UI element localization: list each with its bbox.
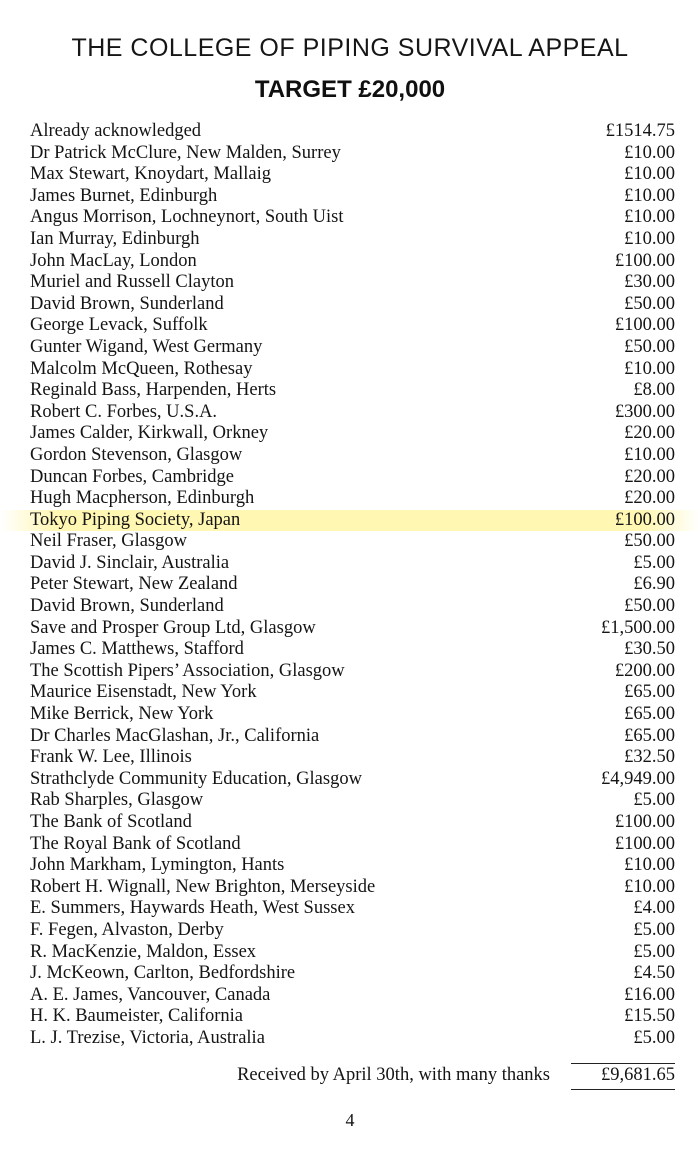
donor-name: F. Fegen, Alvaston, Derby — [30, 919, 224, 940]
donor-name: James Burnet, Edinburgh — [30, 185, 218, 206]
list-item — [0, 963, 700, 985]
list-item — [0, 1006, 700, 1028]
donation-list — [0, 121, 700, 1050]
donor-name: John Markham, Lymington, Hants — [30, 855, 285, 876]
list-item — [0, 510, 700, 532]
donation-amount: £100.00 — [614, 315, 675, 336]
list-item — [0, 812, 700, 834]
list-item — [0, 747, 700, 769]
donor-name: R. MacKenzie, Maldon, Essex — [30, 941, 257, 962]
page-title: THE COLLEGE OF PIPING SURVIVAL APPEAL — [71, 34, 629, 62]
donor-name: Frank W. Lee, Illinois — [30, 747, 192, 768]
donation-amount: £20.00 — [624, 423, 675, 444]
donation-amount: £50.00 — [624, 336, 675, 357]
donor-name: Gordon Stevenson, Glasgow — [30, 444, 243, 465]
donation-amount: £65.00 — [624, 704, 675, 725]
donor-name: Mike Berrick, New York — [30, 704, 214, 725]
donor-name: Maurice Eisenstadt, New York — [30, 682, 257, 703]
donor-name: Muriel and Russell Clayton — [30, 272, 234, 293]
donation-amount: £10.00 — [624, 228, 675, 249]
donor-name: Robert H. Wignall, New Brighton, Merseyside — [30, 876, 376, 897]
donation-amount: £100.00 — [614, 509, 675, 530]
total-amount: £9,681.65 — [601, 1065, 675, 1085]
list-item — [0, 985, 700, 1007]
list-item — [0, 920, 700, 942]
list-item — [0, 898, 700, 920]
list-item — [0, 315, 700, 337]
donation-amount: £4.00 — [633, 898, 675, 919]
donor-name: Neil Fraser, Glasgow — [30, 531, 187, 552]
donor-name: David J. Sinclair, Australia — [30, 552, 230, 573]
page-number: 4 — [345, 1110, 355, 1130]
list-item — [0, 661, 700, 683]
list-item — [0, 164, 700, 186]
total-label: Received by April 30th, with many thanks — [237, 1065, 550, 1085]
donor-name: George Levack, Suffolk — [30, 315, 208, 336]
donor-name: Save and Prosper Group Ltd, Glasgow — [30, 617, 316, 638]
donation-amount: £4.50 — [633, 963, 675, 984]
list-item — [0, 272, 700, 294]
donor-name: David Brown, Sunderland — [30, 596, 224, 617]
list-item — [0, 553, 700, 575]
donor-name: Peter Stewart, New Zealand — [30, 574, 238, 595]
donation-amount: £32.50 — [624, 747, 675, 768]
list-item — [0, 790, 700, 812]
list-item — [0, 596, 700, 618]
list-item — [0, 251, 700, 273]
donation-amount: £10.00 — [624, 164, 675, 185]
list-item — [0, 186, 700, 208]
donation-amount: £100.00 — [614, 833, 675, 854]
list-item — [0, 639, 700, 661]
list-item — [0, 574, 700, 596]
donor-name: E. Summers, Haywards Heath, West Sussex — [30, 898, 355, 919]
donor-name: Malcolm McQueen, Rothesay — [30, 358, 253, 379]
donation-amount: £10.00 — [624, 444, 675, 465]
list-item — [0, 294, 700, 316]
list-item — [0, 229, 700, 251]
list-item — [0, 402, 700, 424]
donation-amount: £5.00 — [633, 552, 675, 573]
donation-amount: £16.00 — [624, 984, 675, 1005]
donation-amount: £6.90 — [633, 574, 675, 595]
list-item — [0, 704, 700, 726]
total-rule-bottom — [571, 1089, 675, 1090]
donation-amount: £50.00 — [624, 596, 675, 617]
list-item — [0, 445, 700, 467]
donor-name: Rab Sharples, Glasgow — [30, 790, 204, 811]
donation-amount: £5.00 — [633, 1027, 675, 1048]
list-item — [0, 359, 700, 381]
donation-amount: £300.00 — [614, 401, 675, 422]
donation-amount: £5.00 — [633, 919, 675, 940]
list-item — [0, 618, 700, 640]
donation-amount: £8.00 — [633, 380, 675, 401]
list-item — [0, 423, 700, 445]
donation-amount: £50.00 — [624, 531, 675, 552]
donation-amount: £65.00 — [624, 725, 675, 746]
donor-name: Hugh Macpherson, Edinburgh — [30, 488, 255, 509]
list-item — [0, 855, 700, 877]
donation-amount: £100.00 — [614, 250, 675, 271]
list-item — [0, 682, 700, 704]
list-item — [0, 337, 700, 359]
list-item — [0, 380, 700, 402]
donation-amount: £1514.75 — [605, 121, 675, 141]
donation-amount: £5.00 — [633, 941, 675, 962]
donor-name: James Calder, Kirkwall, Orkney — [30, 423, 269, 444]
donation-amount: £10.00 — [624, 358, 675, 379]
donor-name: The Bank of Scotland — [30, 812, 192, 832]
donation-amount: £10.00 — [624, 855, 675, 876]
donation-amount: £50.00 — [624, 293, 675, 314]
donor-name: Reginald Bass, Harpenden, Herts — [30, 380, 277, 401]
donor-name: James C. Matthews, Stafford — [30, 639, 244, 660]
donation-amount: £10.00 — [624, 207, 675, 228]
list-item — [0, 769, 700, 791]
donor-name: Angus Morrison, Lochneynort, South Uist — [30, 207, 344, 228]
donor-name: Strathclyde Community Education, Glasgow — [30, 768, 362, 789]
donor-name: Gunter Wigand, West Germany — [30, 336, 263, 357]
donor-name: Max Stewart, Knoydart, Mallaig — [30, 164, 271, 185]
list-item — [0, 942, 700, 964]
list-item — [0, 143, 700, 165]
total-row — [0, 1063, 700, 1087]
donation-amount: £20.00 — [624, 466, 675, 487]
donor-name: Already acknowledged — [30, 121, 202, 141]
donation-amount: £1,500.00 — [601, 617, 675, 638]
donor-name: John MacLay, London — [30, 250, 197, 271]
list-item — [0, 1028, 700, 1050]
list-item — [0, 531, 700, 553]
donor-name: L. J. Trezise, Victoria, Australia — [30, 1027, 265, 1048]
donor-name: Dr Patrick McClure, New Malden, Surrey — [30, 142, 341, 163]
donation-amount: £30.00 — [624, 272, 675, 293]
donor-name: A. E. James, Vancouver, Canada — [30, 984, 271, 1005]
donor-name: David Brown, Sunderland — [30, 293, 224, 314]
donation-amount: £100.00 — [614, 812, 675, 832]
donor-name: Ian Murray, Edinburgh — [30, 228, 200, 249]
list-item — [0, 488, 700, 510]
donation-amount: £10.00 — [624, 142, 675, 163]
donation-amount: £10.00 — [624, 185, 675, 206]
donation-amount: £65.00 — [624, 682, 675, 703]
donation-amount: £200.00 — [614, 660, 675, 681]
donation-amount: £15.50 — [624, 1006, 675, 1027]
donor-name: Duncan Forbes, Cambridge — [30, 466, 234, 487]
list-item — [0, 834, 700, 856]
donation-amount: £20.00 — [624, 488, 675, 509]
donation-amount: £30.50 — [624, 639, 675, 660]
donor-name: J. McKeown, Carlton, Bedfordshire — [30, 963, 296, 984]
donor-name: Tokyo Piping Society, Japan — [30, 509, 241, 530]
list-item — [0, 467, 700, 489]
donor-name: Dr Charles MacGlashan, Jr., California — [30, 725, 320, 746]
donation-amount: £10.00 — [624, 876, 675, 897]
list-item — [0, 121, 700, 143]
donor-name: The Scottish Pipers’ Association, Glasgow — [30, 660, 345, 681]
list-item — [0, 726, 700, 748]
donation-amount: £5.00 — [633, 790, 675, 811]
donor-name: The Royal Bank of Scotland — [30, 833, 241, 854]
target-heading: TARGET £20,000 — [254, 76, 446, 103]
donation-amount: £4,949.00 — [601, 768, 675, 789]
donor-name: Robert C. Forbes, U.S.A. — [30, 401, 218, 422]
list-item — [0, 207, 700, 229]
donor-name: H. K. Baumeister, California — [30, 1006, 243, 1027]
list-item — [0, 877, 700, 899]
